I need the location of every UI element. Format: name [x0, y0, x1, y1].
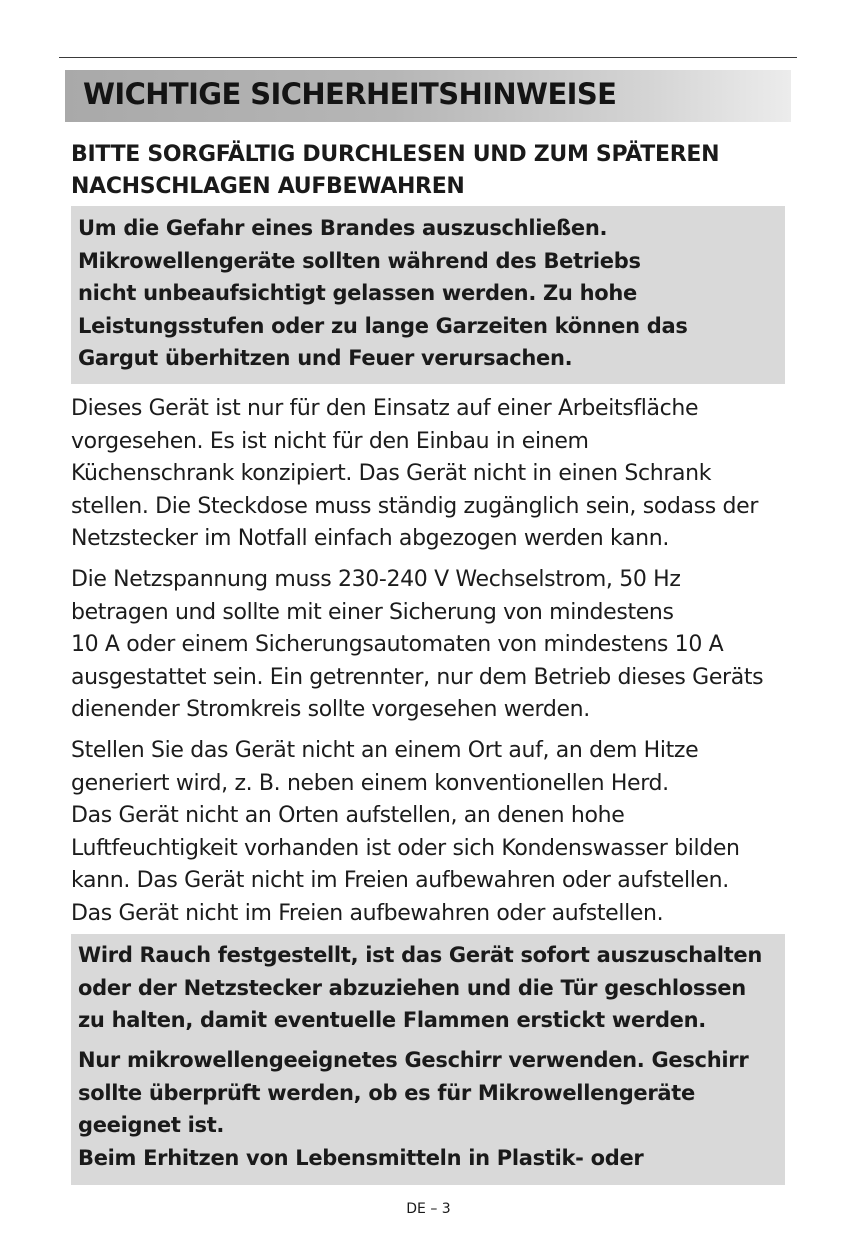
text-line: Küchenschrank konzipiert. Das Gerät nicht in einen Schrank	[71, 461, 712, 486]
text-line: Stellen Sie das Gerät nicht an einem Ort auf, an dem Hitze	[71, 738, 699, 763]
text-line: Das Gerät nicht im Freien aufbewahren oder aufstellen.	[71, 900, 664, 926]
text-line: zu halten, damit eventuelle Flammen erstickt werden.	[78, 1008, 706, 1032]
subtitle	[71, 139, 791, 203]
section-title-bar	[65, 70, 791, 122]
text-line: generiert wird, z. B. neben einem konventionellen Herd.	[71, 770, 669, 796]
text-line: Dieses Gerät ist nur für den Einsatz auf einer Arbeitsfläche	[71, 396, 699, 421]
text-line: Das Gerät nicht an Orten aufstellen, an denen hohe	[71, 803, 625, 828]
text-line: ausgestattet sein. Ein getrennter, nur dem Betrieb dieses Geräts	[71, 664, 764, 690]
paragraph-power	[71, 564, 791, 727]
warning-box-smoke-dishes	[71, 934, 785, 1185]
warning-smoke-text	[78, 939, 762, 1037]
text-line: Beim Erhitzen von Lebensmitteln in Plastik- oder	[78, 1145, 644, 1170]
warning-fire-text	[78, 212, 688, 375]
text-line: Netzstecker im Notfall einfach abgezogen werden kann.	[71, 526, 669, 551]
subtitle-line: NACHSCHLAGEN AUFBEWAHREN	[71, 174, 465, 199]
warning-dishes-text	[78, 1044, 748, 1174]
section-title: WICHTIGE SICHERHEITSHINWEISE	[83, 77, 617, 111]
text-line: Gargut überhitzen und Feuer verursachen.	[78, 346, 573, 370]
text-line: nicht unbeaufsichtigt gelassen werden. Zu hohe	[78, 281, 637, 305]
text-line: geeignet ist.	[78, 1113, 225, 1137]
warning-box-fire	[71, 206, 785, 384]
text-line: oder der Netzstecker abzuziehen und die Tür geschlossen	[78, 975, 746, 1000]
text-line: Wird Rauch festgestellt, ist das Gerät sofort auszuschalten	[78, 943, 762, 967]
paragraph-placement	[71, 393, 791, 556]
text-line: 10 A oder einem Sicherungsautomaten von mindestens 10 A	[71, 632, 724, 657]
page-number: DE – 3	[406, 1201, 451, 1217]
subtitle-line: BITTE SORGFÄLTIG DURCHLESEN UND ZUM SPÄTEREN	[71, 142, 720, 167]
text-line: Um die Gefahr eines Brandes auszuschließen.	[78, 216, 608, 240]
text-line: dienender Stromkreis sollte vorgesehen werden.	[71, 697, 590, 722]
text-line: Leistungsstufen oder zu lange Garzeiten können das	[78, 313, 688, 338]
top-rule	[59, 57, 797, 58]
text-line: Die Netzspannung muss 230-240 V Wechselstrom, 50 Hz	[71, 567, 681, 592]
text-line: kann. Das Gerät nicht im Freien aufbewahren oder aufstellen.	[71, 868, 729, 893]
paragraph-location	[71, 735, 791, 930]
text-line: Luftfeuchtigkeit vorhanden ist oder sich Kondenswasser bilden	[71, 835, 740, 861]
text-line: Nur mikrowellengeeignetes Geschirr verwenden. Geschirr	[78, 1048, 749, 1072]
text-line: sollte überprüft werden, ob es für Mikrowellengeräte	[78, 1080, 695, 1105]
text-line: stellen. Die Steckdose muss ständig zugänglich sein, sodass der	[71, 493, 759, 519]
text-line: betragen und sollte mit einer Sicherung von mindestens	[71, 599, 674, 625]
text-line: Mikrowellengeräte sollten während des Betriebs	[78, 248, 641, 273]
text-line: vorgesehen. Es ist nicht für den Einbau in einem	[71, 428, 589, 454]
